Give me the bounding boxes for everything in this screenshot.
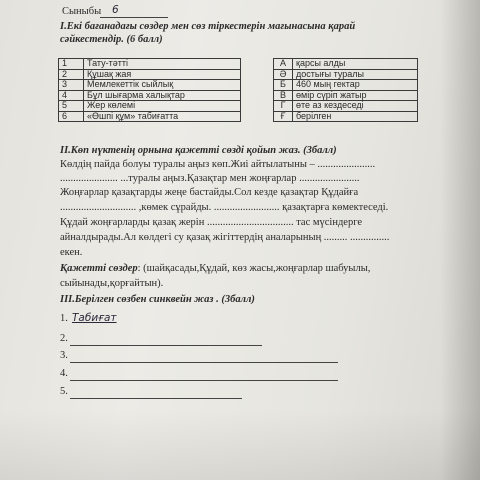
task2-line-4: ............................. ,көмек сұрайды. ......................... қазақтарға көмектеседі. bbox=[60, 202, 389, 213]
matching-row bbox=[59, 90, 418, 101]
row-number: 5 bbox=[59, 101, 84, 112]
row-left-term: Бұл шығарма халықтар bbox=[84, 90, 241, 101]
row-gap bbox=[241, 59, 274, 70]
row-gap bbox=[241, 90, 274, 101]
row-right-term: өте аз кездеседі bbox=[293, 101, 418, 112]
row-letter: А bbox=[274, 59, 293, 70]
matching-row bbox=[59, 111, 418, 122]
row-letter: Г bbox=[274, 101, 293, 112]
task3-title: ІІІ.Берілген сөзбен синквейн жаз . (3балл) bbox=[60, 294, 255, 305]
row-left-term: Мемлекеттік сыйлық bbox=[84, 80, 241, 91]
row-gap bbox=[241, 80, 274, 91]
matching-row bbox=[59, 80, 418, 91]
needed-words bbox=[60, 263, 370, 274]
task2-line-5: Құдай жоңғарларды қазақ жерін ................................. тас мүсіндерге bbox=[60, 217, 363, 228]
synquain-num-1: 1. bbox=[60, 313, 68, 324]
row-number: 1 bbox=[59, 59, 84, 70]
class-label: Сыныбы bbox=[62, 6, 102, 17]
synquain-line-5[interactable] bbox=[70, 398, 242, 399]
row-right-term: өмір сүріп жатыр bbox=[293, 90, 418, 101]
needed-words-list-2: сыйынады,қорғайтын). bbox=[60, 278, 164, 289]
synquain-num-2: 2. bbox=[60, 333, 68, 344]
page-shadow bbox=[440, 0, 480, 480]
task1-title: І.Екі бағанадағы сөздер мен сөз тіркестерін мағынасына қарай bbox=[60, 21, 356, 32]
row-number: 6 bbox=[59, 111, 84, 122]
task1-title-line2: сәйкестендір. (6 балл) bbox=[60, 34, 163, 45]
synquain-line-4[interactable] bbox=[70, 380, 338, 381]
task2-title: ІІ.Көп нүктенің орнына қажетті сөзді қойып жаз. (3балл) bbox=[60, 145, 337, 156]
synquain-line-2[interactable] bbox=[70, 345, 262, 346]
task2-line-2: ...................... ...туралы аңыз.Қазақтар мен жоңғарлар ....................... bbox=[60, 173, 360, 184]
row-right-term: берілген bbox=[293, 111, 418, 122]
row-right-term: қарсы алды bbox=[293, 59, 418, 70]
row-left-term: «Өшпі құм» табиғатта bbox=[84, 111, 241, 122]
synquain-num-3: 3. bbox=[60, 350, 68, 361]
task2-line-7: екен. bbox=[60, 247, 83, 258]
page-shadow-bottom bbox=[0, 410, 480, 480]
class-underline bbox=[100, 17, 168, 18]
synquain-answer-1[interactable]: Табиғат bbox=[72, 312, 117, 324]
synquain-num-5: 5. bbox=[60, 386, 68, 397]
synquain-line-3[interactable] bbox=[70, 362, 338, 363]
row-number: 4 bbox=[59, 90, 84, 101]
row-gap bbox=[241, 111, 274, 122]
row-letter: Ғ bbox=[274, 111, 293, 122]
row-number: 2 bbox=[59, 69, 84, 80]
row-number: 3 bbox=[59, 80, 84, 91]
row-letter: В bbox=[274, 90, 293, 101]
row-gap bbox=[241, 101, 274, 112]
needed-words-label: Қажетті сөздер bbox=[60, 263, 138, 274]
row-right-term: 460 мың гектар bbox=[293, 80, 418, 91]
class-value: 6 bbox=[112, 4, 119, 16]
matching-row bbox=[59, 69, 418, 80]
row-left-term: Жер көлемі bbox=[84, 101, 241, 112]
row-left-term: Тату-тәтті bbox=[84, 59, 241, 70]
needed-words-list: : (шайқасады,Құдай, көз жасы,жоңғарлар шабуылы, bbox=[137, 263, 371, 274]
row-letter: Ә bbox=[274, 69, 293, 80]
row-gap bbox=[241, 69, 274, 80]
row-letter: Б bbox=[274, 80, 293, 91]
row-left-term: Құшақ жая bbox=[84, 69, 241, 80]
matching-row bbox=[59, 101, 418, 112]
synquain-num-4: 4. bbox=[60, 368, 68, 379]
task2-line-3: Жоңғарлар қазақтарды жеңе бастайды.Сол кезде қазақтар Құдайға bbox=[60, 187, 359, 198]
row-right-term: достығы туралы bbox=[293, 69, 418, 80]
task2-line-1: Көлдің пайда болуы туралы аңыз көп.Жиі айтылатыны – ...................... bbox=[60, 159, 376, 170]
matching-table bbox=[58, 58, 418, 122]
matching-row bbox=[59, 59, 418, 70]
task2-line-6: айналдырады.Ал көлдегі су қазақ жігіттердің аналарының ......... ............... bbox=[60, 232, 390, 243]
